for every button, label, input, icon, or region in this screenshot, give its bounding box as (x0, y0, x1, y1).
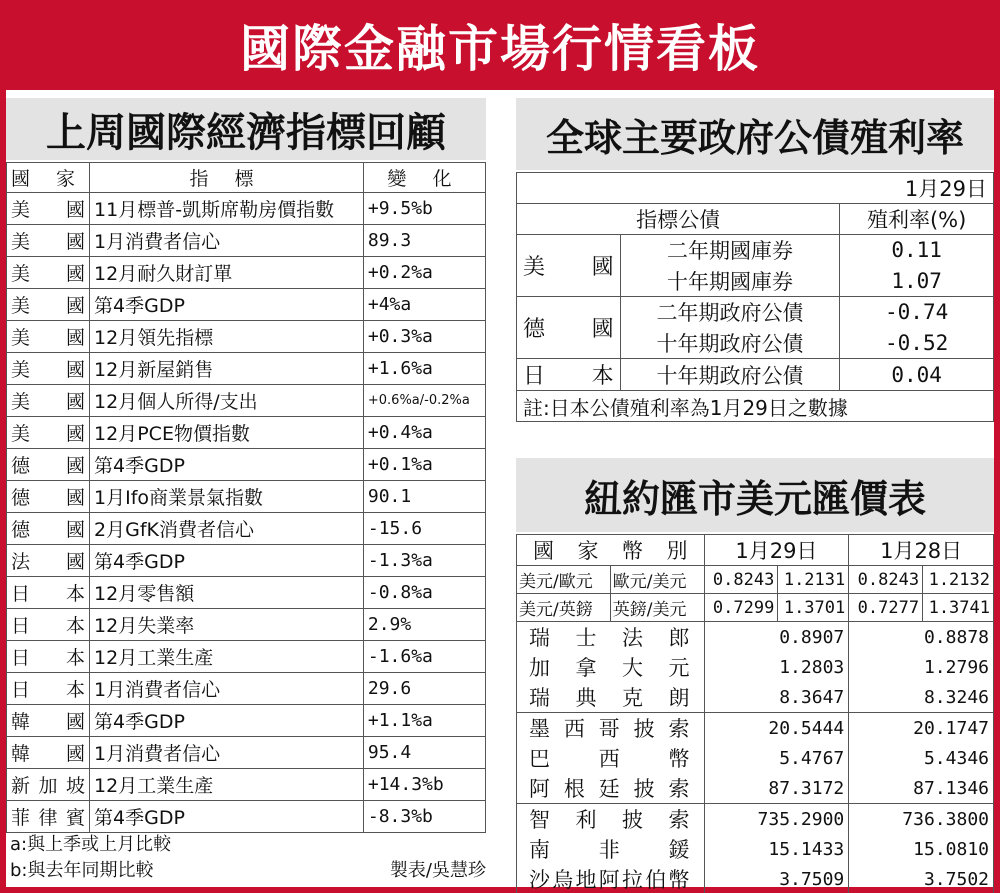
indicator-country: 美國 (7, 257, 90, 289)
indicator-country: 日本 (7, 673, 90, 705)
fx-currency-name: 巴西幣 (517, 743, 705, 773)
note-b: b:與去年同期比較 (10, 860, 154, 881)
indicator-row (7, 385, 486, 417)
indicator-name: 12月工業生產 (90, 769, 364, 801)
fx-pair-value: 0.8243 (704, 566, 778, 594)
fx-currency-row (517, 682, 994, 713)
bond-country: 德國 (517, 297, 621, 359)
bond-country: 日本 (517, 359, 621, 391)
fx-pair-value: 0.8243 (849, 566, 923, 594)
indicator-row (7, 577, 486, 609)
indicator-name: 第4季GDP (90, 801, 364, 833)
indicator-change: +1.1%a (363, 705, 485, 737)
indicator-name: 第4季GDP (90, 289, 364, 321)
indicator-row (7, 321, 486, 353)
indicator-country: 德國 (7, 449, 90, 481)
fx-rate-date1: 0.8907 (704, 622, 849, 653)
fx-pair-value: 0.7277 (849, 594, 923, 622)
fx-pair-label: 英鎊/美元 (610, 594, 704, 622)
fx-rate-date2: 3.7502 (849, 864, 994, 893)
fx-rate-date2: 20.1747 (849, 713, 994, 744)
indicator-country: 德國 (7, 513, 90, 545)
indicator-name: 1月消費者信心 (90, 673, 364, 705)
indicators-header-row (7, 163, 486, 193)
indicator-country: 韓國 (7, 737, 90, 769)
indicator-name: 12月個人所得/支出 (90, 385, 364, 417)
indicator-name: 第4季GDP (90, 705, 364, 737)
bond-row (517, 235, 994, 266)
bond-yield: 0.04 (840, 359, 994, 391)
note-a: a:與上季或上月比較 (10, 834, 172, 855)
col-change: 變 化 (363, 163, 485, 193)
indicator-row (7, 193, 486, 225)
bonds-table (516, 172, 994, 422)
indicator-change: 95.4 (363, 737, 485, 769)
bonds-date-row (517, 173, 994, 204)
indicator-name: 12月PCE物價指數 (90, 417, 364, 449)
indicator-row (7, 417, 486, 449)
indicator-name: 11月標普-凱斯席勒房價指數 (90, 193, 364, 225)
fx-currency-name: 南非鍰 (517, 834, 705, 864)
indicator-country: 美國 (7, 385, 90, 417)
bond-name: 二年期國庫券 (620, 235, 840, 266)
indicator-name: 2月GfK消費者信心 (90, 513, 364, 545)
col-yield: 殖利率(%) (840, 204, 994, 235)
bond-name: 十年期政府公債 (620, 359, 840, 391)
indicator-change: -8.3%b (363, 801, 485, 833)
fx-rate-date1: 8.3647 (704, 682, 849, 713)
indicator-name: 第4季GDP (90, 545, 364, 577)
indicators-heading: 上周國際經濟指標回顧 (6, 98, 486, 160)
indicator-country: 新加坡 (7, 769, 90, 801)
col-bond: 指標公債 (517, 204, 840, 235)
indicator-name: 1月消費者信心 (90, 225, 364, 257)
indicator-change: +0.1%a (363, 449, 485, 481)
col-currency: 國家幣別 (517, 535, 705, 566)
fx-header-row (517, 535, 994, 566)
indicator-country: 美國 (7, 225, 90, 257)
indicator-row (7, 449, 486, 481)
bond-name: 十年期國庫券 (620, 266, 840, 297)
bonds-date: 1月29日 (517, 173, 994, 204)
bond-country: 美國 (517, 235, 621, 297)
indicator-change: 89.3 (363, 225, 485, 257)
indicator-row (7, 481, 486, 513)
indicator-change: +4%a (363, 289, 485, 321)
fx-pair-value: 1.2131 (778, 566, 849, 594)
fx-currency-row (517, 622, 994, 653)
indicator-row (7, 641, 486, 673)
indicator-row (7, 769, 486, 801)
bond-name: 十年期政府公債 (620, 328, 840, 359)
bonds-header-row (517, 204, 994, 235)
indicator-change: +0.4%a (363, 417, 485, 449)
indicator-country: 韓國 (7, 705, 90, 737)
indicator-country: 日本 (7, 609, 90, 641)
bond-yield: -0.52 (840, 328, 994, 359)
indicator-change: +0.3%a (363, 321, 485, 353)
indicator-change: +0.2%a (363, 257, 485, 289)
indicator-change: +0.6%a/-0.2%a (363, 385, 485, 417)
fx-rate-date1: 20.5444 (704, 713, 849, 744)
fx-currency-name: 阿根廷披索 (517, 773, 705, 804)
col-date1: 1月29日 (704, 535, 849, 566)
indicator-row (7, 737, 486, 769)
bonds-note-row (517, 391, 994, 422)
indicator-row (7, 289, 486, 321)
bond-row (517, 359, 994, 391)
indicator-row (7, 257, 486, 289)
indicator-name: 12月零售額 (90, 577, 364, 609)
col-date2: 1月28日 (849, 535, 994, 566)
bond-row (517, 297, 994, 328)
fx-currency-row (517, 773, 994, 804)
indicators-notes (10, 832, 486, 884)
col-indicator: 指 標 (90, 163, 364, 193)
bond-name: 二年期政府公債 (620, 297, 840, 328)
indicator-row (7, 225, 486, 257)
fx-currency-row (517, 652, 994, 682)
indicator-change: -15.6 (363, 513, 485, 545)
fx-rate-date2: 15.0810 (849, 834, 994, 864)
indicator-change: -1.6%a (363, 641, 485, 673)
fx-currency-name: 瑞典克朗 (517, 682, 705, 713)
indicator-change: -1.3%a (363, 545, 485, 577)
indicator-country: 日本 (7, 577, 90, 609)
indicator-change: 2.9% (363, 609, 485, 641)
fx-rate-date1: 15.1433 (704, 834, 849, 864)
indicator-row (7, 545, 486, 577)
indicator-country: 美國 (7, 353, 90, 385)
fx-rate-date2: 8.3246 (849, 682, 994, 713)
fx-pair-label: 歐元/美元 (610, 566, 704, 594)
fx-currency-row (517, 804, 994, 835)
indicator-country: 德國 (7, 481, 90, 513)
indicator-row (7, 801, 486, 833)
fx-currency-row (517, 743, 994, 773)
indicators-body (7, 193, 486, 833)
indicator-change: +14.3%b (363, 769, 485, 801)
bonds-note: 註:日本公債殖利率為1月29日之數據 (517, 391, 994, 422)
fx-currency-name: 沙烏地阿拉伯幣 (517, 864, 705, 893)
indicator-name: 第4季GDP (90, 449, 364, 481)
fx-currency-name: 加拿大元 (517, 652, 705, 682)
indicator-row (7, 673, 486, 705)
fx-pair-label: 美元/英鎊 (517, 594, 611, 622)
bonds-heading: 全球主要政府公債殖利率 (516, 98, 994, 170)
indicator-country: 美國 (7, 193, 90, 225)
fx-currency-name: 墨西哥披索 (517, 713, 705, 744)
credit: 製表/吳慧珍 (389, 860, 486, 881)
fx-rate-date2: 87.1346 (849, 773, 994, 804)
fx-rate-date1: 3.7509 (704, 864, 849, 893)
fx-rate-date1: 735.2900 (704, 804, 849, 835)
fx-currency-row (517, 864, 994, 893)
indicator-row (7, 353, 486, 385)
fx-pair-value: 1.2132 (923, 566, 994, 594)
indicator-name: 12月失業率 (90, 609, 364, 641)
bond-yield: 0.11 (840, 235, 994, 266)
indicator-name: 12月領先指標 (90, 321, 364, 353)
fx-rate-date1: 5.4767 (704, 743, 849, 773)
indicator-name: 12月耐久財訂單 (90, 257, 364, 289)
fx-rate-date2: 736.3800 (849, 804, 994, 835)
fx-currency-name: 瑞士法郎 (517, 622, 705, 653)
indicator-name: 12月工業生產 (90, 641, 364, 673)
page-title: 國際金融市場行情看板 (240, 20, 760, 78)
indicator-country: 法國 (7, 545, 90, 577)
fx-table (516, 534, 994, 893)
fx-rate-date2: 1.2796 (849, 652, 994, 682)
fx-currency-row (517, 713, 994, 744)
indicator-country: 日本 (7, 641, 90, 673)
indicator-name: 12月新屋銷售 (90, 353, 364, 385)
indicator-name: 1月Ifo商業景氣指數 (90, 481, 364, 513)
fx-rate-date1: 1.2803 (704, 652, 849, 682)
fx-pair-row (517, 594, 994, 622)
fx-currency-row (517, 834, 994, 864)
indicator-row (7, 513, 486, 545)
fx-pair-row (517, 566, 994, 594)
indicator-change: +9.5%b (363, 193, 485, 225)
indicator-country: 美國 (7, 289, 90, 321)
bond-yield: -0.74 (840, 297, 994, 328)
indicator-change: 90.1 (363, 481, 485, 513)
fx-rate-date1: 87.3172 (704, 773, 849, 804)
fx-pair-label: 美元/歐元 (517, 566, 611, 594)
indicator-country: 美國 (7, 321, 90, 353)
indicator-change: 29.6 (363, 673, 485, 705)
fx-currency-name: 智利披索 (517, 804, 705, 835)
indicators-table (6, 162, 486, 833)
fx-rate-date2: 5.4346 (849, 743, 994, 773)
col-country: 國 家 (7, 163, 90, 193)
indicator-change: +1.6%a (363, 353, 485, 385)
bond-yield: 1.07 (840, 266, 994, 297)
indicator-country: 菲律賓 (7, 801, 90, 833)
fx-pair-value: 1.3741 (923, 594, 994, 622)
indicator-change: -0.8%a (363, 577, 485, 609)
indicator-country: 美國 (7, 417, 90, 449)
indicator-row (7, 609, 486, 641)
fx-heading: 紐約匯市美元匯價表 (516, 458, 994, 532)
fx-pair-value: 0.7299 (704, 594, 778, 622)
indicator-name: 1月消費者信心 (90, 737, 364, 769)
fx-pair-value: 1.3701 (778, 594, 849, 622)
indicator-row (7, 705, 486, 737)
fx-rate-date2: 0.8878 (849, 622, 994, 653)
